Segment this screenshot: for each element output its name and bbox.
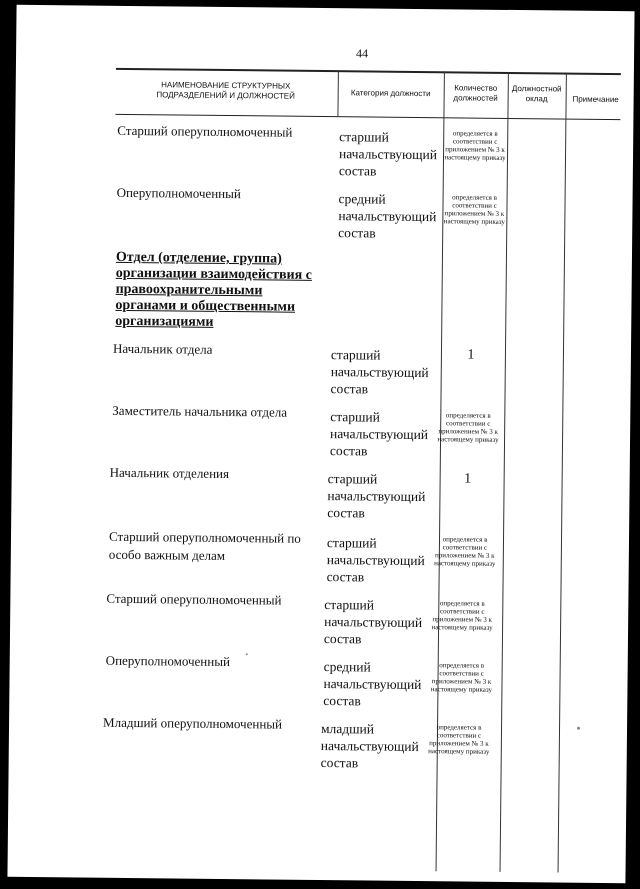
position-quantity: определяется в соответствии с приложением № 3 к настоящему приказу: [434, 535, 496, 568]
document-page: [7, 5, 634, 883]
position-name: Старший оперуполномоченный: [117, 122, 293, 140]
table-top-rule: [116, 68, 621, 75]
position-quantity: 1: [464, 471, 472, 487]
position-quantity: определяется в соответствии с приложением № 3 к настоящему приказу: [428, 723, 490, 756]
column-divider: [500, 72, 509, 872]
column-divider: [337, 70, 338, 116]
header-note-column: Примечание: [572, 94, 619, 105]
position-category: старший начальствующий состав: [330, 347, 429, 397]
position-category: средний начальствующий состав: [323, 659, 422, 709]
position-quantity: определяется в соответствии с приложением № 3 к настоящему приказу: [431, 599, 493, 632]
position-quantity: 1: [467, 347, 475, 363]
header-salary-column: Должностной оклад: [511, 83, 562, 104]
page-number: 44: [356, 46, 369, 61]
position-name: Заместитель начальника отдела: [112, 402, 288, 420]
header-name-column: НАИМЕНОВАНИЕ СТРУКТУРНЫХ ПОДРАЗДЕЛЕНИЙ И ДОЛЖНОСТЕЙ: [156, 80, 295, 101]
section-heading: Отдел (отделение, группа) организации взаимодействия с правоохранительными органами и общественными организациями: [115, 249, 313, 330]
position-quantity: определяется в соответствии с приложением № 3 к настоящему приказу: [443, 193, 505, 226]
scan-speck: [246, 653, 248, 655]
position-category: средний начальствующий состав: [338, 191, 437, 241]
column-divider: [558, 73, 567, 873]
position-quantity: определяется в соответствии с приложением № 3 к настоящему приказу: [437, 411, 499, 444]
header-quantity-column: Количество должностей: [453, 83, 498, 103]
position-name: Младший оперуполномоченный: [102, 714, 283, 732]
table-header-rule: [115, 114, 620, 120]
position-name: Старший оперуполномоченный по особо важным делам: [108, 528, 301, 564]
scan-speck: [577, 727, 580, 730]
position-quantity: определяется в соответствии с приложением № 3 к настоящему приказу: [444, 129, 506, 162]
position-category: старший начальствующий состав: [329, 409, 429, 459]
position-category: старший начальствующий состав: [323, 597, 423, 647]
position-quantity: определяется в соответствии с приложением № 3 к настоящему приказу: [430, 661, 493, 694]
position-category: старший начальствующий состав: [326, 535, 425, 585]
position-name: Оперуполномоченный: [105, 652, 231, 670]
header-category-column: Категория должности: [350, 88, 431, 99]
position-category: старший начальствующий состав: [338, 129, 438, 179]
position-category: старший начальствующий состав: [327, 471, 426, 521]
position-name: Старший оперуполномоченный: [106, 590, 282, 608]
position-name: Оперуполномоченный: [116, 184, 241, 202]
position-category: младший начальствующий состав: [320, 721, 419, 771]
position-name: Начальник отделения: [109, 464, 230, 482]
position-name: Начальник отдела: [112, 340, 213, 357]
